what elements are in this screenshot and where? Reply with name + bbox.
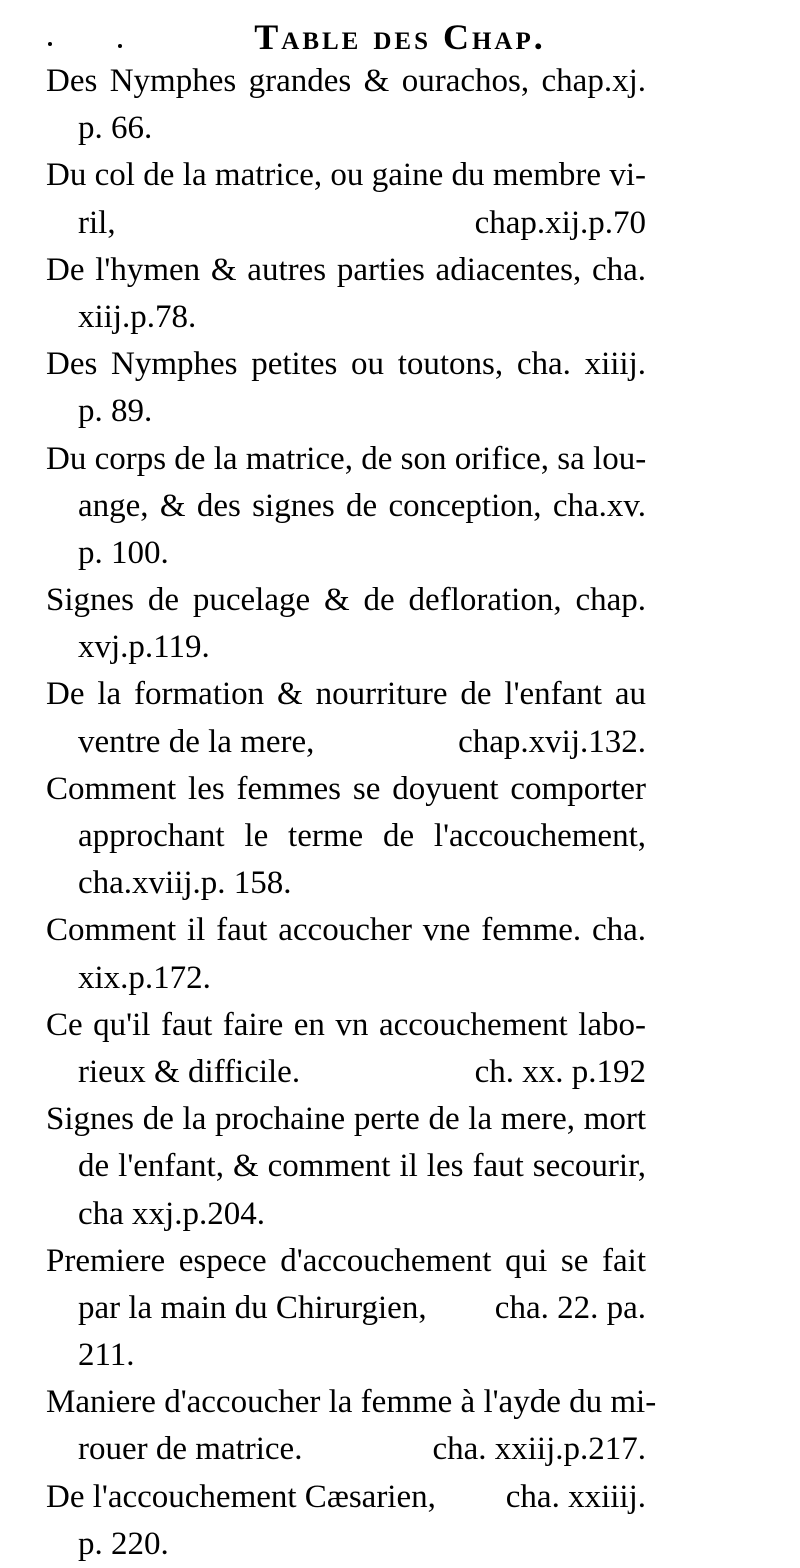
toc-line-text: Maniere d'accoucher la femme à l'ayde du mi- [46, 1384, 657, 1421]
toc-line [46, 1332, 646, 1379]
toc-line-text: ange, & des signes de conception, cha.xv. [78, 487, 646, 524]
toc-entry [46, 671, 646, 765]
toc-line [46, 1521, 646, 1568]
toc-entry [46, 1002, 646, 1096]
toc-line [46, 1191, 646, 1238]
table-of-chapters [46, 58, 657, 1568]
toc-line-text: p. 220. [78, 1525, 169, 1562]
toc-line-text: cha xxj.p.204. [78, 1195, 265, 1232]
chapter-reference: ch. xx. p.192 [474, 1053, 646, 1090]
toc-line-text: approchant le terme de l'accouchement, [78, 818, 646, 854]
toc-entry [46, 58, 646, 152]
toc-line-text: ril, [78, 204, 116, 241]
toc-entry [46, 1474, 646, 1568]
toc-entry [46, 907, 646, 1001]
chapter-reference: cha. xxiij.p.217. [432, 1431, 646, 1468]
ink-speck [118, 44, 122, 48]
toc-line-text: p. 66. [78, 110, 153, 147]
toc-line-text: cha.xviij.p. 158. [78, 865, 292, 902]
toc-line-text: De la formation & nourriture de l'enfant au [46, 676, 646, 713]
toc-line-text: Signes de pucelage & de defloration, chap. [46, 582, 646, 619]
toc-line-text: De l'accouchement Cæsarien, [46, 1478, 436, 1515]
toc-line [46, 577, 646, 624]
toc-line-text: de l'enfant, & comment il les faut secourir, [78, 1148, 646, 1185]
toc-line [46, 1285, 646, 1332]
chapter-reference: chap.xvij.132. [458, 723, 646, 760]
toc-line-text: De l'hymen & autres parties adiacentes, cha. [46, 251, 646, 288]
toc-line [46, 955, 646, 1002]
toc-line [46, 1143, 646, 1190]
toc-entry [46, 341, 646, 435]
toc-line [46, 907, 646, 954]
toc-line [46, 766, 646, 813]
toc-entry [46, 247, 646, 341]
toc-line-text: p. 100. [78, 534, 169, 571]
toc-line [46, 1426, 646, 1473]
toc-entry [46, 1238, 646, 1380]
toc-line [46, 813, 646, 860]
toc-line [46, 388, 646, 435]
toc-line [46, 671, 646, 718]
toc-line-text: xix.p.172. [78, 959, 211, 996]
chapter-reference: cha. 22. pa. [494, 1289, 646, 1326]
toc-line-text: Signes de la prochaine perte de la mere, mort [46, 1101, 646, 1138]
toc-entry [46, 1096, 646, 1238]
toc-line [46, 1379, 657, 1426]
toc-line-text: xiij.p.78. [78, 298, 197, 335]
toc-line [46, 1049, 646, 1096]
toc-line-text: rieux & difficile. [78, 1053, 301, 1090]
chapter-reference: cha. xxiiij. [505, 1478, 646, 1515]
toc-line [46, 436, 646, 483]
toc-line [46, 152, 646, 199]
toc-line-text: Du col de la matrice, ou gaine du membre vi- [46, 157, 646, 194]
running-header: Table des Chap. [254, 17, 546, 57]
toc-line [46, 58, 646, 105]
toc-entry [46, 436, 646, 578]
toc-entry [46, 1379, 657, 1473]
toc-line [46, 860, 646, 907]
toc-line-text: Du corps de la matrice, de son orifice, sa lou- [46, 440, 647, 477]
toc-line-text: p. 89. [78, 393, 153, 430]
toc-entry [46, 577, 646, 671]
toc-line [46, 294, 646, 341]
toc-line-text: rouer de matrice. [78, 1431, 303, 1468]
toc-entry [46, 152, 646, 246]
toc-line-text: Des Nymphes petites ou toutons, cha. xiiij. [46, 346, 646, 383]
ink-speck [48, 42, 52, 46]
toc-entry [46, 766, 646, 908]
toc-line-text: Premiere espece d'accouchement qui se fait [46, 1242, 646, 1279]
toc-line-text: par la main du Chirurgien, [78, 1289, 427, 1326]
toc-line-text: Comment il faut accoucher vne femme. cha. [46, 912, 646, 949]
toc-line [46, 341, 646, 388]
toc-line-text: Comment les femmes se doyuent comporter [46, 770, 646, 807]
chapter-reference: chap.xij.p.70 [474, 204, 646, 241]
toc-line-text: 211. [78, 1337, 135, 1374]
toc-line [46, 247, 646, 294]
toc-line-text: Ce qu'il faut faire en vn accouchement labo- [46, 1006, 646, 1043]
toc-line-text: ventre de la mere, [78, 723, 315, 760]
toc-line [46, 483, 646, 530]
toc-line [46, 105, 646, 152]
toc-line [46, 1002, 646, 1049]
toc-line [46, 1096, 646, 1143]
toc-line [46, 200, 646, 247]
toc-line [46, 719, 646, 766]
toc-line [46, 1474, 646, 1521]
toc-line [46, 624, 646, 671]
toc-line [46, 1238, 646, 1285]
toc-line-text: Des Nymphes grandes & ourachos, chap.xj. [46, 63, 646, 99]
toc-line [46, 530, 646, 577]
toc-line-text: xvj.p.119. [78, 629, 210, 666]
